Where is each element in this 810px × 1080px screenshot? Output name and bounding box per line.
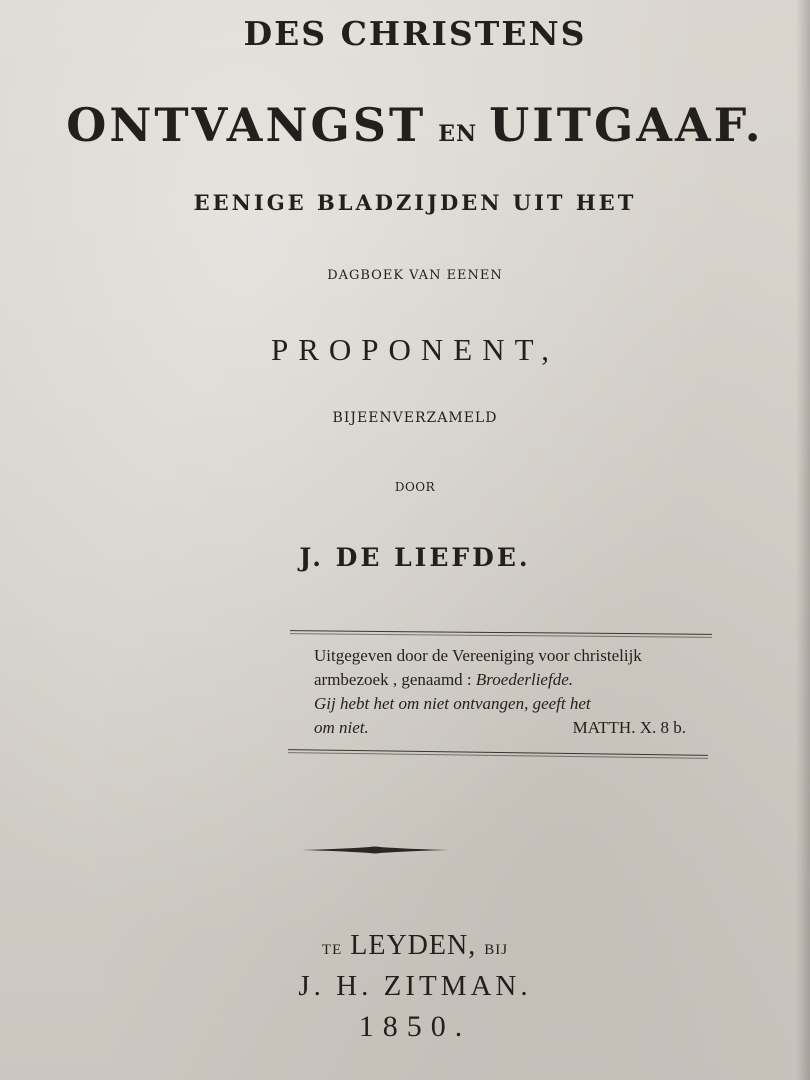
author-name: J. DE LIEFDE. [299, 543, 531, 572]
subtitle-line-1: EENIGE BLADZIJDEN UIT HET [193, 190, 637, 215]
notice-line-2 [314, 668, 714, 692]
page-edge-shadow [796, 0, 810, 1080]
notice-bottom-rule-thin [288, 752, 708, 758]
title-line-2 [0, 98, 810, 152]
notice-society-name: Broederliefde. [475, 670, 573, 689]
title-word-ontvangst: ONTVANGST [66, 98, 427, 152]
subtitle-bijeenverzameld: BIJEENVERZAMELD [332, 410, 498, 426]
title-line-1: DES CHRISTENS [243, 14, 587, 53]
imprint-publisher: J. H. ZITMAN. [298, 970, 532, 1002]
subtitle-door: DOOR [394, 480, 436, 494]
imprint-year: 1850. [358, 1010, 472, 1043]
imprint-place [0, 930, 810, 962]
notice-line-2-text: armbezoek , genaamd : [314, 670, 472, 689]
title-word-en: EN [438, 121, 478, 147]
imprint-te: TE [321, 942, 343, 958]
notice-line-4 [314, 716, 714, 740]
notice-line-1: Uitgegeven door de Vereeniging voor christelijk [314, 646, 642, 665]
imprint-bij: BIJ [484, 942, 509, 958]
title-word-uitgaaf: UITGAAF. [489, 98, 764, 152]
subtitle-proponent: PROPONENT, [270, 332, 560, 367]
publisher-notice [314, 644, 714, 740]
scripture-reference: MATTH. X. 8 b. [572, 718, 686, 737]
notice-line-3: Gij hebt het om niet ontvangen, geeft het [314, 694, 591, 713]
ornamental-rule [300, 840, 450, 860]
subtitle-line-2: DAGBOEK VAN EENEN [327, 268, 503, 283]
notice-line-4-text: om niet. [314, 718, 369, 737]
imprint-leyden: LEYDEN, [350, 930, 477, 961]
